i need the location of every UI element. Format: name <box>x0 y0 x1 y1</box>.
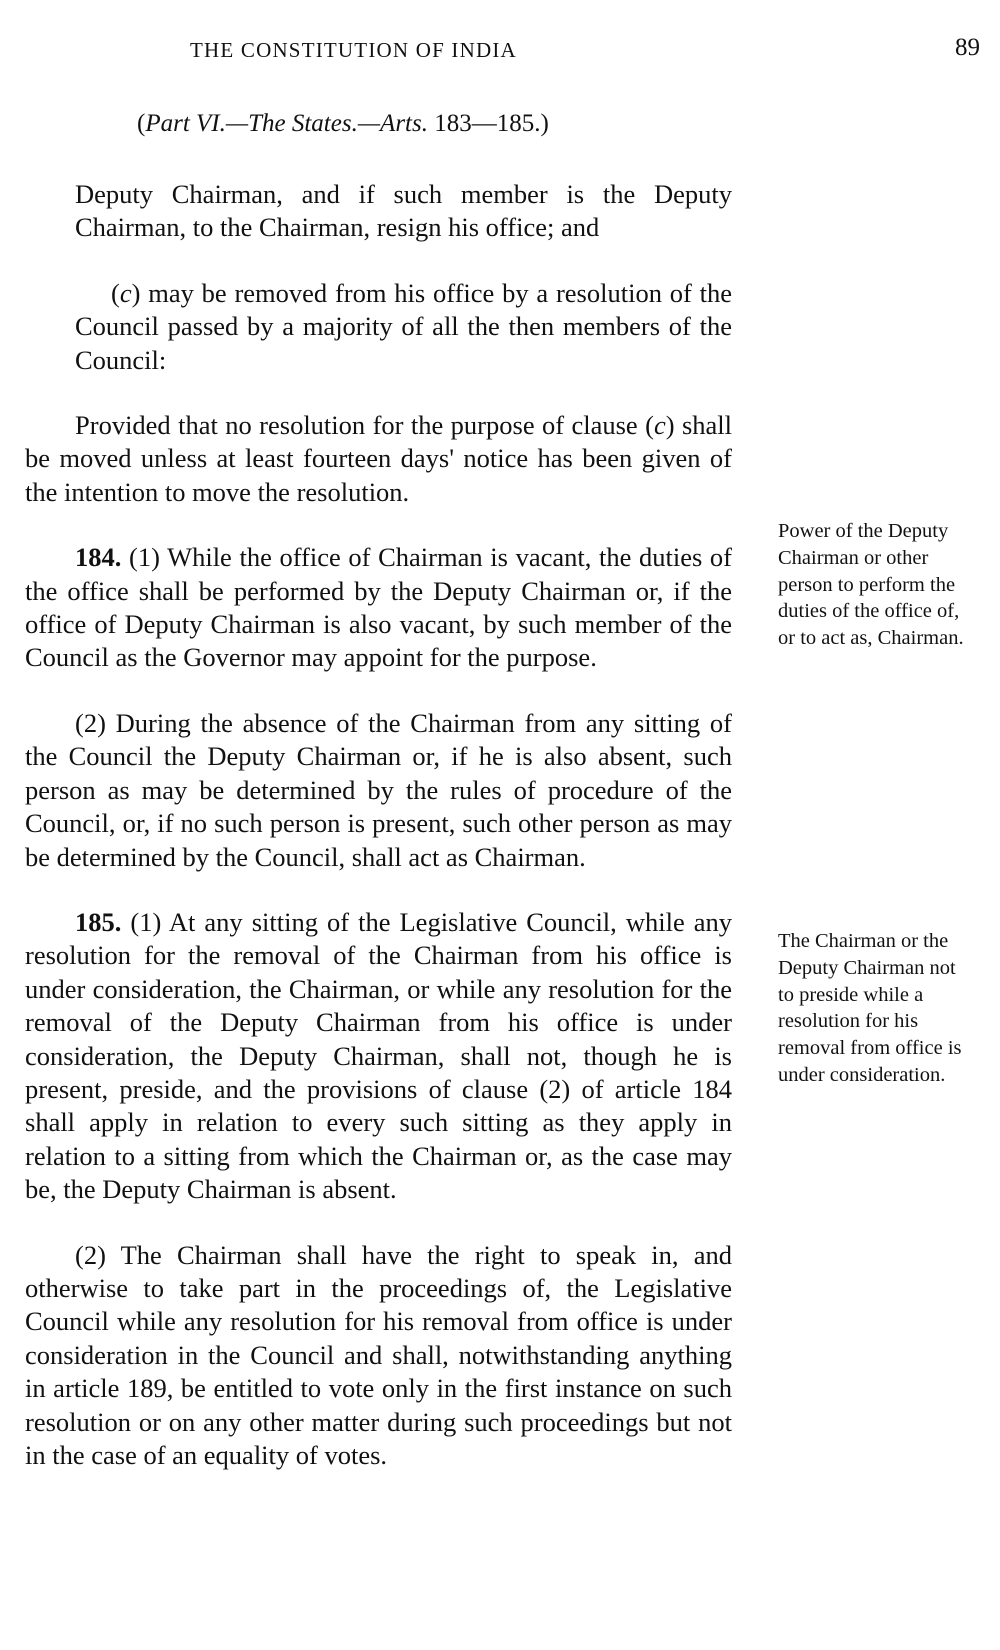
article-184-clause-2: (2) During the absence of the Chairman from any sitting of the Council the Deputy Chairman or, if he is also absent, such person as may be determined by the rules of procedure of the Council, or, if no such person is present, such other person as may be determined by the Council, shall act as Chairman. <box>25 707 732 872</box>
part-heading-range: 183—185.) <box>427 110 549 137</box>
page-number: 89 <box>955 34 980 61</box>
part-heading-open: ( <box>137 110 146 137</box>
article-184-number: 184. <box>75 542 122 573</box>
part-heading <box>137 110 549 138</box>
margin-note-185: The Chairman or the Deputy Chairman not to preside while a resolution for his removal from office is under consideration. <box>778 930 962 1086</box>
clause-c-label: (c) <box>111 277 141 308</box>
article-184-clause-1: 184. (1) While the office of Chairman is vacant, the duties of the office shall be performed by the Deputy Chairman or, if the office of Deputy Chairman is also vacant, by such member of the Council as the Governor may appoint for the purpose. <box>25 542 732 673</box>
part-heading-part: Part VI.—The States.—Arts. <box>145 110 428 137</box>
article-185-clause-2: (2) The Chairman shall have the right to speak in, and otherwise to take part in the proceedings of, the Legislative Council while any resolution for his removal from office is under consideration in the Council and shall, notwithstanding anything in article 189, be entitled to vote only in the first instance on such resolution or on any other matter during such proceedings but not in the case of an equality of votes. <box>25 1239 732 1470</box>
proviso-paragraph: Provided that no resolution for the purpose of clause (c) shall be moved unless at least fourteen days' notice has been given of the intention to move the resolution. <box>25 410 732 507</box>
clause-c-text: may be removed from his office by a resolution of the Council passed by a majority of all the then members of the Council: <box>75 277 732 375</box>
article-185-number: 185. <box>75 906 122 937</box>
clause-c <box>25 277 732 377</box>
running-title: THE CONSTITUTION OF INDIA <box>190 38 517 62</box>
main-text <box>25 178 732 1504</box>
paragraph-continuation: Deputy Chairman, and if such member is the Deputy Chairman, to the Chairman, resign his office; and <box>75 179 732 243</box>
margin-note-184: Power of the Deputy Chairman or other person to perform the duties of the office of, or to act as, Chairman. <box>778 520 964 650</box>
article-185-clause-1: 185. (1) At any sitting of the Legislative Council, while any resolution for the removal of the Chairman from his office is under consideration, the Chairman, or while any resolution for the removal of the Deputy Chairman from his office is under consideration, the Deputy Chairman, shall not, though he is present, preside, and the provisions of clause (2) of article 184 shall apply in relation to every such sitting as they apply in relation to a sitting from which the Chairman or, as the case may be, the Deputy Chairman is absent. <box>25 906 732 1205</box>
